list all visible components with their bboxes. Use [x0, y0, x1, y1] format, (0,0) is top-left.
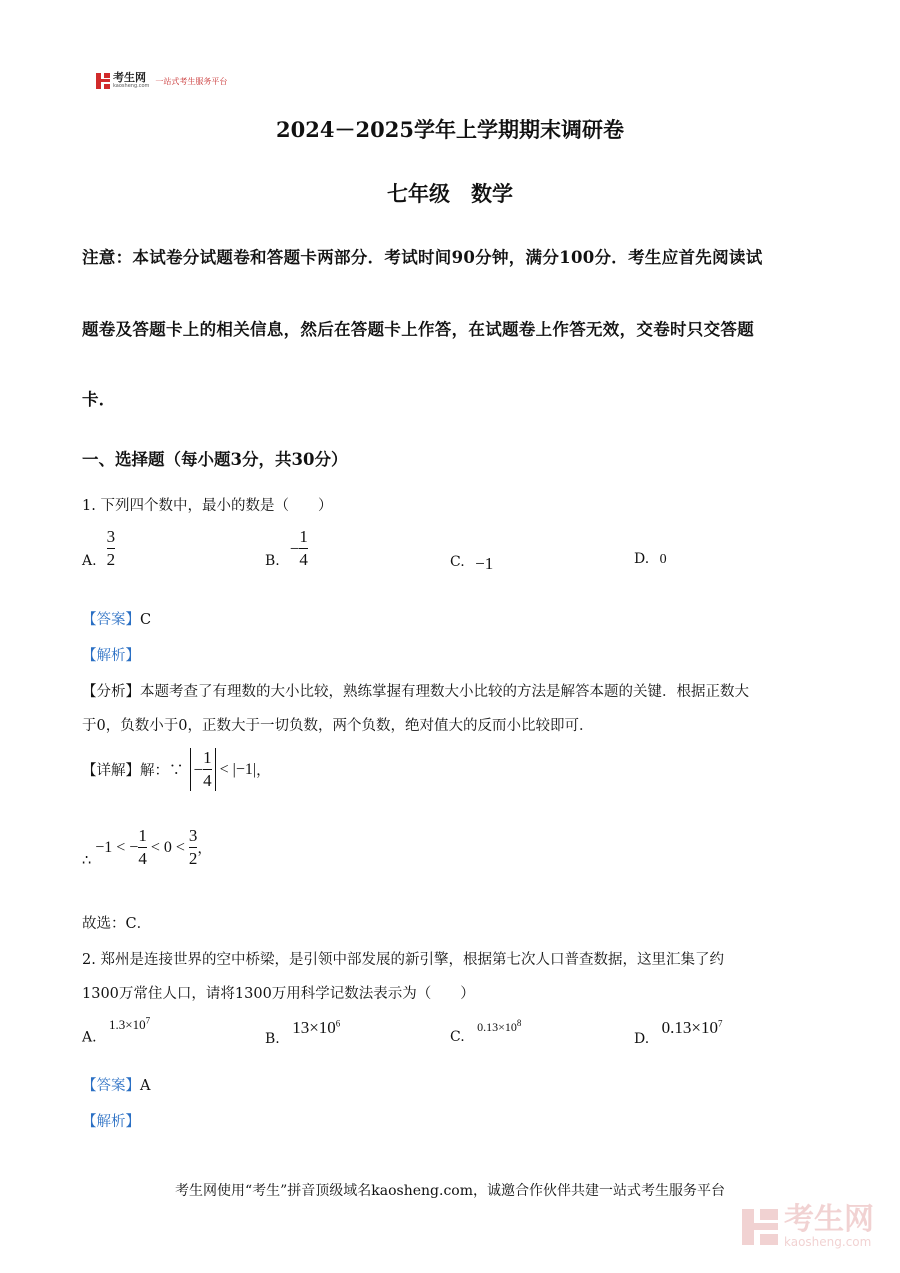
- option-label: D.: [634, 1031, 650, 1047]
- q2-stem-line-2: 1300万常住人口，请将1300万用科学记数法表示为（ ）: [82, 986, 475, 1002]
- notice-line-3: 卡．: [82, 390, 116, 409]
- numerator: 3: [106, 527, 116, 546]
- q1-chain: [82, 826, 212, 869]
- answer-value: A: [140, 1078, 151, 1094]
- footer-text: 考生网使用“考生”拼音顶级域名kaosheng.com，诚邀合作伙伴共建一站式考生服务平台: [174, 1183, 726, 1199]
- q1-fenxi-line-2: 于0，负数小于0，正数大于一切负数，两个负数，绝对值大的反而小比较即可．: [82, 718, 594, 734]
- option-label: C.: [450, 1029, 465, 1045]
- base: 0.13×10: [661, 1018, 718, 1037]
- option-value: [109, 1017, 150, 1032]
- logo-name: 考生网: [113, 71, 146, 84]
- option-value: [292, 1018, 340, 1037]
- denominator: 2: [106, 550, 116, 569]
- detail-prefix: 解：∵: [140, 763, 184, 779]
- denominator: 2: [188, 849, 198, 868]
- exponent: 6: [335, 1018, 341, 1029]
- denominator: 4: [203, 771, 212, 790]
- q1-fenxi-line-1: [82, 680, 749, 701]
- option-label: B.: [265, 1031, 280, 1047]
- logo-slogan: 一站式考生服务平台: [155, 77, 228, 86]
- fraction: [138, 826, 147, 869]
- answer-tag: 【答案】: [82, 1078, 140, 1094]
- numerator: 1: [138, 826, 147, 845]
- q1-stem: 1. 下列四个数中，最小的数是（ ）: [82, 498, 333, 514]
- q1-answer: [82, 608, 151, 629]
- option-label: C.: [450, 554, 465, 570]
- q1-choose: 故选：C．: [82, 916, 152, 932]
- minus-sign: −: [193, 759, 204, 779]
- detail-tag: 【详解】: [82, 763, 140, 779]
- answer-value: C: [140, 612, 152, 628]
- option-value: −1: [475, 554, 494, 573]
- chain-part-b: < 0 <: [150, 838, 185, 856]
- denominator: 4: [138, 849, 147, 868]
- fraction: [299, 527, 308, 570]
- denominator: 4: [299, 550, 308, 569]
- section-heading: 一、选择题（每小题3分，共30分）: [82, 450, 348, 469]
- option-label: B.: [265, 552, 280, 569]
- fraction: [107, 527, 116, 570]
- base: 13×10: [292, 1018, 336, 1037]
- q1-detail: [82, 748, 271, 791]
- logo-icon: [96, 73, 110, 89]
- abs-neg-one: |−1|: [232, 760, 257, 778]
- notice-line-1: 注意：本试卷分试题卷和答题卡两部分．考试时间90分钟，满分100分．考生应首先阅读试: [82, 248, 763, 267]
- numerator: 3: [188, 826, 198, 845]
- option-value: [477, 1020, 521, 1034]
- q1-analysis-tag: 【解析】: [82, 648, 140, 664]
- exponent: 8: [516, 1018, 522, 1028]
- base: 1.3×10: [109, 1017, 146, 1033]
- page-title: 2024－2025学年上学期期末调研卷: [276, 117, 624, 142]
- numerator: 1: [299, 527, 308, 546]
- watermark-icon: [742, 1209, 778, 1245]
- notice-line-2: 题卷及答题卡上的相关信息，然后在答题卡上作答，在试题卷上作答无效，交卷时只交答题: [82, 320, 754, 339]
- q2-answer: [82, 1074, 150, 1095]
- base: 0.13×10: [477, 1020, 517, 1034]
- watermark: [742, 1202, 874, 1249]
- q1-option-c: [450, 551, 493, 571]
- logo-domain: kaosheng.com: [113, 83, 150, 89]
- q1-option-b: [265, 527, 308, 570]
- comma: ，: [256, 763, 271, 779]
- fraction: [203, 748, 212, 791]
- abs-value-expression: [190, 748, 216, 791]
- fenxi-tag: 【分析】: [82, 684, 140, 700]
- watermark-domain: kaosheng.com: [784, 1235, 872, 1249]
- therefore-sign: ∴: [82, 852, 92, 869]
- option-label: A.: [82, 1029, 97, 1046]
- numerator: 1: [203, 748, 212, 767]
- exponent: 7: [717, 1018, 723, 1029]
- page-subtitle: 七年级 数学: [387, 181, 513, 206]
- option-value: 0: [659, 552, 667, 567]
- option-label: D.: [634, 551, 650, 567]
- fraction: [189, 826, 198, 869]
- q1-option-d: [634, 551, 667, 568]
- answer-tag: 【答案】: [82, 612, 140, 628]
- watermark-name: 考生网: [784, 1202, 874, 1237]
- fenxi-text: 本题考查了有理数的大小比较，熟练掌握有理数大小比较的方法是解答本题的关键．根据正数大: [140, 684, 749, 700]
- exponent: 7: [145, 1016, 151, 1026]
- minus-sign: −: [289, 538, 300, 558]
- q2-stem-line-1: 2. 郑州是连接世界的空中桥梁，是引领中部发展的新引擎，根据第七次人口普查数据，这里汇集了约: [82, 952, 724, 968]
- q1-option-a: [82, 527, 115, 570]
- header-logo: [96, 72, 227, 89]
- option-label: A.: [82, 552, 97, 569]
- option-value: [662, 1018, 723, 1037]
- q2-analysis-tag: 【解析】: [82, 1114, 140, 1130]
- relation: <: [219, 760, 229, 778]
- chain-part-a: −1 < −: [95, 838, 139, 856]
- comma: ，: [197, 841, 212, 857]
